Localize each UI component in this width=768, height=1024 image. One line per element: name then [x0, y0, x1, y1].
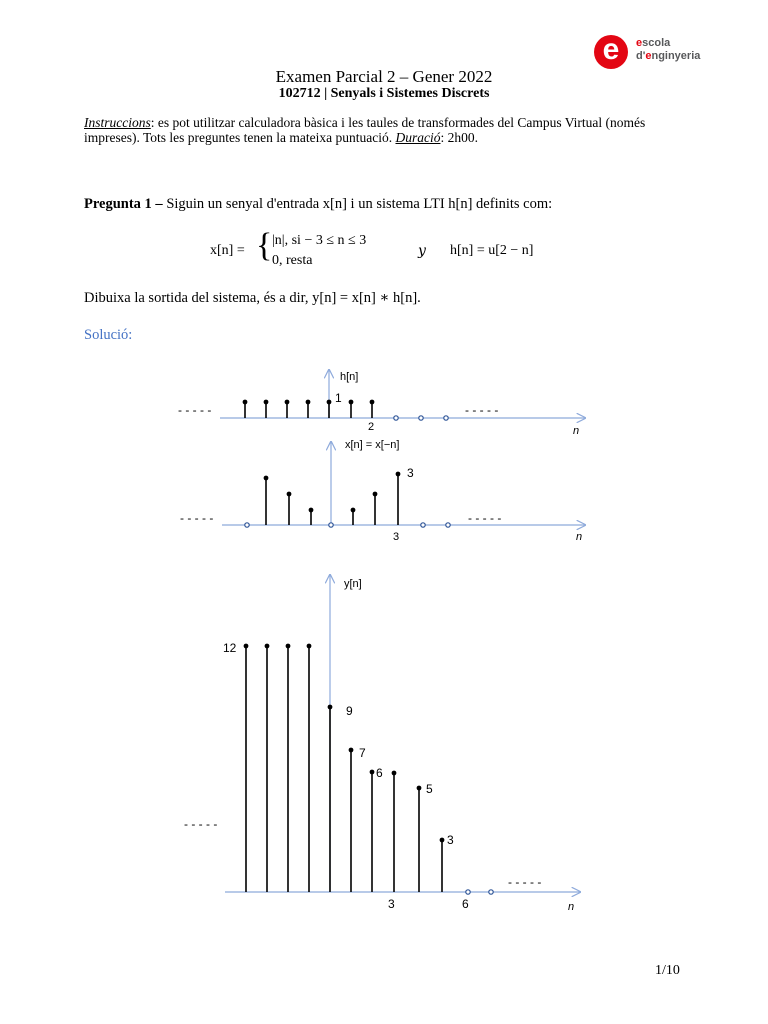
y-stem-head	[349, 748, 354, 753]
y-stem-head	[265, 644, 270, 649]
x-dashes-left: - - - - -	[180, 511, 214, 525]
question-1-task: Dibuixa la sortida del sistema, és a dir, y[n] = x[n] ∗ h[n].	[84, 290, 421, 306]
y-axis-label: n	[568, 901, 575, 913]
y-dashes-left: - - - - -	[184, 817, 218, 831]
y-axis-3: 3	[388, 897, 395, 911]
h-stem-head	[349, 400, 354, 405]
question-1-label: Pregunta 1 –	[84, 196, 163, 212]
y-stem-head	[244, 644, 249, 649]
y-stem-head	[440, 838, 445, 843]
y-zero-sample	[489, 890, 493, 894]
instructions: Instruccions: es pot utilitzar calculadora bàsica i les taules de transformades del Campus Virtual (només impreses). Tots les preguntes tenen la mateixa puntuació. Duració: 2h00.	[84, 115, 646, 145]
h-dashes-left: - - - - -	[178, 403, 212, 417]
h-title: h[n]	[340, 371, 359, 383]
h-stem-head	[327, 400, 332, 405]
question-1-intro: Pregunta 1 – Siguin un senyal d'entrada x[n] i un sistema LTI h[n] definits com:	[84, 196, 553, 212]
y-dashes-right: - - - - -	[508, 875, 542, 889]
page-number: 1/10	[655, 963, 680, 978]
duration-label: Duració	[395, 130, 441, 145]
x-stem-head	[351, 508, 356, 513]
y-stem-head	[370, 770, 375, 775]
x-zero-sample	[245, 523, 249, 527]
solution-label: Solució:	[84, 327, 133, 343]
y-label-3: 3	[447, 833, 454, 847]
h-zero-sample	[394, 416, 398, 420]
y-label-7: 7	[359, 746, 366, 760]
x-label-3-top: 3	[407, 466, 414, 480]
x-title: x[n] = x[−n]	[345, 439, 400, 451]
x-zero-sample	[446, 523, 450, 527]
y-stem-head	[286, 644, 291, 649]
h-label-1: 1	[335, 391, 342, 405]
x-stem-head	[264, 476, 269, 481]
x-dashes-right: - - - - -	[468, 511, 502, 525]
h-dashes-right: - - - - -	[465, 403, 499, 417]
x-plot	[180, 439, 585, 543]
x-stem-head	[287, 492, 292, 497]
h-stem-head	[370, 400, 375, 405]
y-stem-head	[307, 644, 312, 649]
y-label-12: 12	[223, 641, 237, 655]
y-label-9: 9	[346, 704, 353, 718]
x-zero-sample	[421, 523, 425, 527]
x-stem-head	[309, 508, 314, 513]
h-axis-label: n	[573, 425, 580, 437]
h-zero-sample	[419, 416, 423, 420]
y-stem-head	[392, 771, 397, 776]
y-plot	[184, 575, 580, 913]
signal-definition: x[n] = { |n|, si − 3 ≤ n ≤ 3 0, resta y h[n] = u[2 − n]	[210, 227, 534, 268]
h-plot	[178, 370, 585, 437]
h-stem-head	[306, 400, 311, 405]
logo-e-mark: e	[594, 35, 628, 69]
h-stem-head	[285, 400, 290, 405]
h-label-2: 2	[368, 421, 375, 433]
exam-title: Examen Parcial 2 – Gener 2022	[275, 67, 493, 86]
h-zero-sample	[444, 416, 448, 420]
x-axis-label: n	[576, 531, 583, 543]
x-stem-head	[396, 472, 401, 477]
y-stem-head	[328, 705, 333, 710]
h-stem-head	[264, 400, 269, 405]
x-label-3-axis: 3	[393, 531, 400, 543]
y-label-6: 6	[376, 766, 383, 780]
y-zero-sample	[466, 890, 470, 894]
y-label-5: 5	[426, 782, 433, 796]
logo-wordmark: escola d'enginyeria	[636, 37, 701, 62]
instructions-label: Instruccions	[84, 115, 151, 130]
x-stem-head	[373, 492, 378, 497]
y-stem-head	[417, 786, 422, 791]
x-zero-sample	[329, 523, 333, 527]
exam-subtitle: 102712 | Senyals i Sistemes Discrets	[278, 86, 490, 101]
y-title: y[n]	[344, 578, 362, 590]
h-stem-head	[243, 400, 248, 405]
y-axis-6: 6	[462, 897, 469, 911]
